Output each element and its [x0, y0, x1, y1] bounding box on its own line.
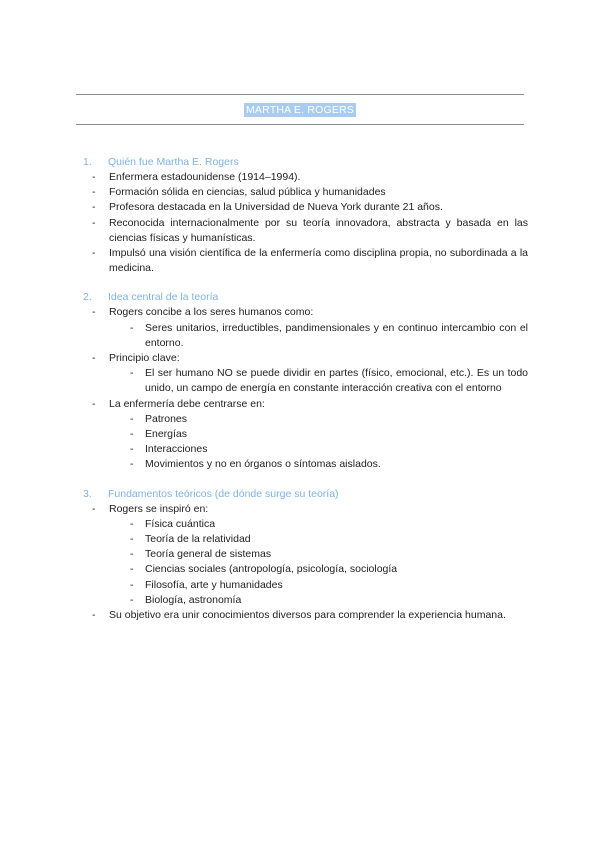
list-item-text: Profesora destacada en la Universidad de Nueva York durante 21 años.: [109, 201, 443, 214]
top-divider: [76, 94, 524, 95]
list-item-text: Patrones: [145, 412, 188, 425]
bottom-divider: [76, 124, 524, 125]
title-wrapper: [0, 100, 600, 118]
bullet-dash: -: [92, 352, 96, 365]
list-item-text: Teoría general de sistemas: [145, 548, 272, 561]
list-item: [0, 397, 600, 412]
bullet-dash: -: [130, 578, 134, 591]
list-item-text: Interacciones: [145, 443, 208, 456]
bullet-dash: -: [130, 321, 134, 334]
bullet-dash: -: [130, 533, 134, 546]
list-item-text: Filosofía, arte y humanidades: [145, 578, 283, 591]
bullet-dash: -: [92, 186, 96, 199]
list-item-text: Reconocida internacionalmente por su teoría innovadora, abstracta y basada en las ciencias físicas y humanísticas.: [109, 216, 528, 244]
document-title: MARTHA E. ROGERS: [245, 104, 355, 116]
list-item: [0, 502, 600, 517]
list-item-text: Biología, astronomía: [145, 593, 242, 606]
bullet-dash: -: [130, 443, 134, 456]
list-item-text: Enfermera estadounidense (1914–1994).: [109, 171, 301, 183]
sub-list-item: [0, 593, 600, 608]
list-item-text: Rogers concibe a los seres humanos como:: [109, 306, 314, 319]
sub-list-item: [0, 517, 600, 532]
list-item-text: Seres unitarios, irreductibles, pandimensionales y en continuo intercambio con el entorno.: [145, 321, 528, 349]
list-item-text: Teoría de la relatividad: [145, 533, 251, 546]
section-heading-text: Quién fue Martha E. Rogers: [108, 156, 239, 168]
list-item: [0, 608, 600, 623]
section-heading: [0, 155, 600, 170]
sub-list-item: [0, 457, 600, 472]
list-item: [0, 185, 600, 200]
list-item-text: Energías: [145, 428, 188, 441]
list-item: [0, 351, 600, 366]
bullet-dash: -: [92, 609, 96, 622]
section-number: 2.: [83, 291, 92, 304]
sub-list-item: [0, 427, 600, 442]
bullet-dash: -: [130, 517, 134, 530]
bullet-dash: -: [92, 397, 96, 410]
list-item-text: La enfermería debe centrarse en:: [109, 397, 265, 410]
bullet-dash: -: [130, 458, 134, 471]
bullet-dash: -: [130, 428, 134, 441]
bullet-dash: -: [92, 216, 96, 229]
section-heading: [0, 290, 600, 305]
list-item: [0, 216, 600, 246]
section-heading-text: Idea central de la teoría: [108, 291, 219, 304]
bullet-dash: -: [92, 201, 96, 214]
section-heading-text: Fundamentos teóricos (de dónde surge su teoría): [108, 487, 339, 500]
bullet-dash: -: [130, 412, 134, 425]
sub-list-item: [0, 562, 600, 577]
list-item: [0, 170, 600, 185]
list-item-text: Principio clave:: [109, 352, 180, 365]
section-number: 1.: [83, 156, 92, 168]
section-heading: [0, 487, 600, 502]
sub-list-item: [0, 412, 600, 427]
list-item: [0, 200, 600, 215]
list-item-text: Formación sólida en ciencias, salud pública y humanidades: [109, 186, 386, 199]
bullet-dash: -: [130, 367, 134, 380]
sub-list-item: [0, 578, 600, 593]
bullet-dash: -: [92, 306, 96, 319]
document-body: [0, 155, 600, 637]
list-item: [0, 246, 600, 276]
sub-list-item: [0, 366, 600, 396]
list-item: [0, 305, 600, 320]
list-item-text: Ciencias sociales (antropología, psicología, sociología: [145, 563, 398, 576]
sub-list-item: [0, 442, 600, 457]
bullet-dash: -: [130, 593, 134, 606]
bullet-dash: -: [130, 563, 134, 576]
bullet-dash: -: [130, 548, 134, 561]
bullet-dash: -: [92, 502, 96, 515]
bullet-dash: -: [92, 171, 96, 183]
list-item-text: Rogers se inspiró en:: [109, 502, 209, 515]
list-item-text: Movimientos y no en órganos o síntomas aislados.: [145, 458, 381, 471]
list-item-text: Impulsó una visión científica de la enfermería como disciplina propia, no subordinada a la medicina.: [109, 247, 528, 275]
section-quien-fue: [0, 155, 600, 276]
sub-list-item: [0, 547, 600, 562]
list-item-text: Física cuántica: [145, 517, 216, 530]
section-idea-central: [0, 290, 600, 472]
section-fundamentos: [0, 487, 600, 624]
bullet-dash: -: [92, 247, 96, 260]
section-number: 3.: [83, 487, 92, 500]
sub-list-item: [0, 321, 600, 351]
sub-list-item: [0, 532, 600, 547]
list-item-text: Su objetivo era unir conocimientos diversos para comprender la experiencia humana.: [109, 609, 506, 622]
list-item-text: El ser humano NO se puede dividir en partes (físico, emocional, etc.). Es un todo unido, un campo de energía en constante interacción creativa con el entorno: [145, 367, 528, 395]
